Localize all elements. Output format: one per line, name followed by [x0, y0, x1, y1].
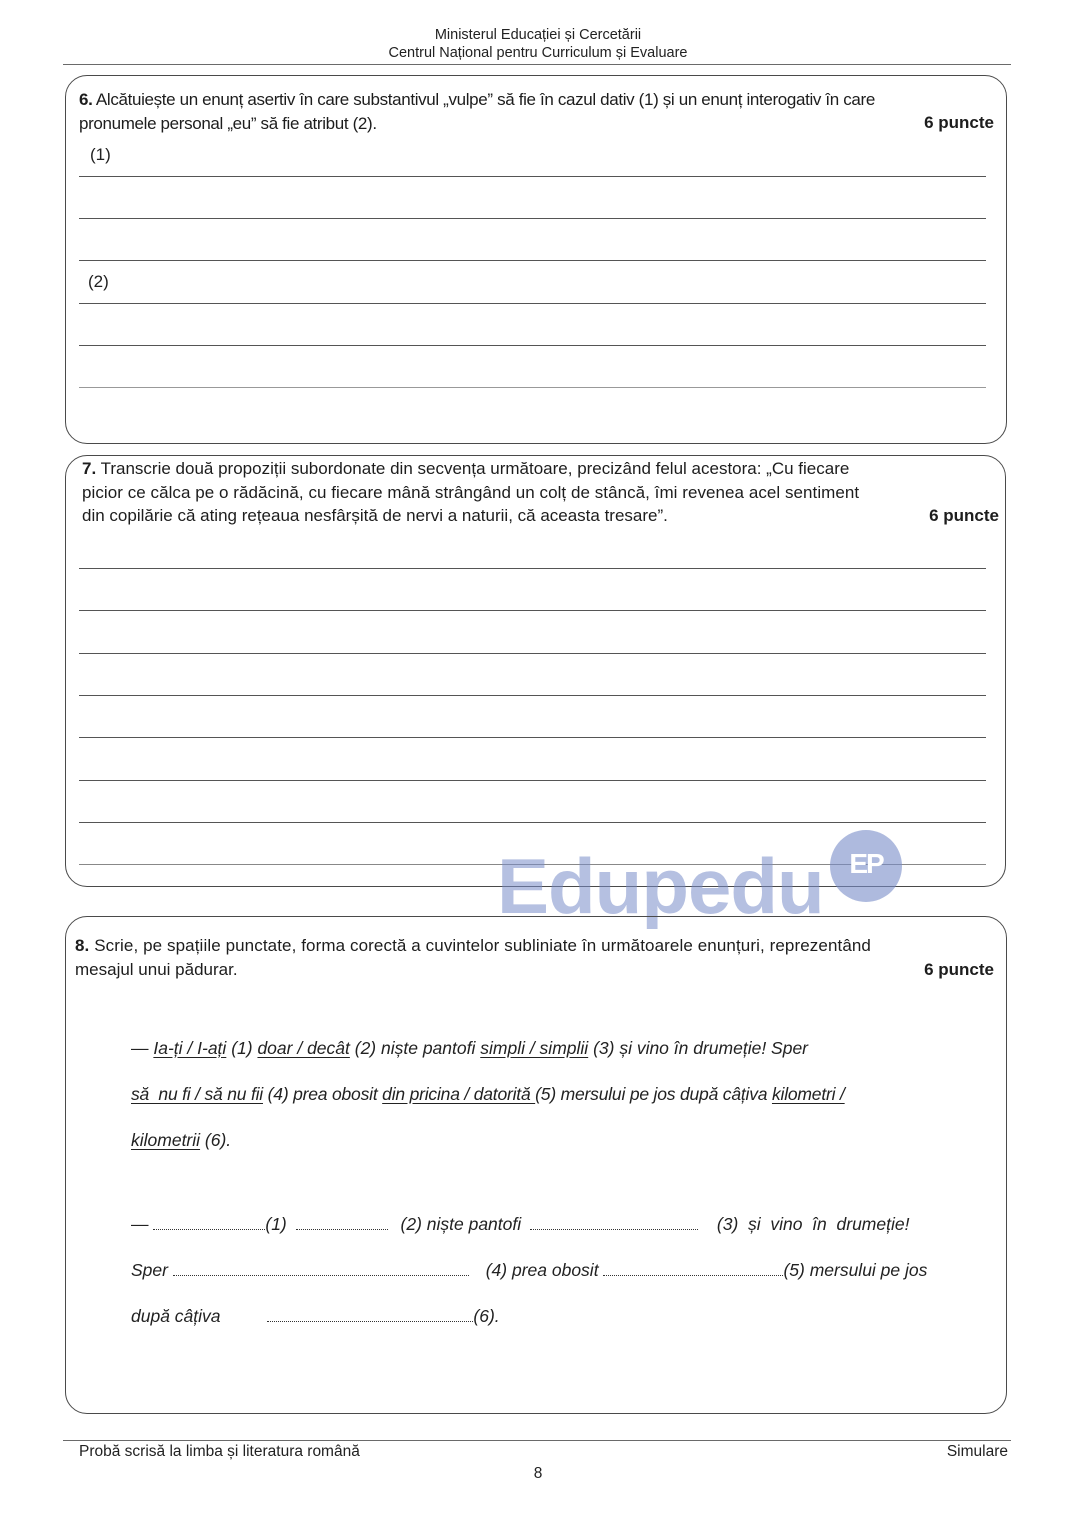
underlined-option-6b: kilometrii — [131, 1130, 201, 1150]
answer-word-sper: Sper — [131, 1260, 168, 1280]
question-7-prompt — [82, 457, 999, 528]
question-8-points: 6 puncte — [924, 960, 994, 979]
question-8-prompt — [75, 934, 999, 981]
marker-6: (6). — [204, 1130, 232, 1150]
marker-4: (4) prea obosit — [267, 1084, 378, 1104]
q8-prompt-line-3 — [131, 1128, 971, 1152]
question-7-text-line1: Transcrie două propoziții subordonate din secvența următoare, precizând felul acestora: „Cu fiecare — [100, 459, 850, 478]
q8-answer-line-1 — [131, 1212, 971, 1236]
page-number: 8 — [533, 1465, 543, 1482]
marker-1: (1) — [231, 1038, 253, 1058]
answer-line[interactable] — [79, 387, 986, 388]
blank-marker-1: (1) — [265, 1214, 287, 1234]
header-rule — [63, 64, 1011, 65]
marker-3: (3) și vino în drumeție! Sper — [593, 1038, 809, 1058]
underlined-option-5: din pricina / datorită — [382, 1084, 536, 1104]
answer-blank-1[interactable] — [153, 1215, 265, 1230]
blank-marker-4: (4) prea obosit — [485, 1260, 599, 1280]
dash: — — [131, 1038, 149, 1058]
answer-line[interactable] — [79, 218, 986, 219]
dash: — — [131, 1214, 149, 1234]
answer-line[interactable] — [79, 864, 986, 865]
question-6-points: 6 puncte — [924, 113, 994, 132]
footer-rule — [63, 1440, 1011, 1441]
answer-blank-5[interactable] — [603, 1261, 783, 1276]
question-6-label-2: (2) — [88, 272, 109, 291]
q8-prompt-line-1 — [131, 1036, 971, 1060]
answer-line[interactable] — [79, 780, 986, 781]
watermark-text: Edupedu — [497, 842, 824, 930]
underlined-option-1: Ia-ți / I-ați — [153, 1038, 227, 1058]
question-7-number: 7. — [82, 459, 97, 478]
underlined-option-3: simpli / simplii — [480, 1038, 589, 1058]
blank-marker-3: (3) și vino în drumeție! — [716, 1214, 910, 1234]
question-6-number: 6. — [79, 90, 93, 109]
question-8-box — [65, 916, 1007, 1414]
question-7-text-line2: picior ce călca pe o rădăcină, cu fiecare mână strângând un colț de stâncă, îmi revenea acel sentiment — [82, 482, 860, 502]
answer-blank-4[interactable] — [173, 1261, 469, 1276]
question-6-text-line1: Alcătuiește un enunț asertiv în care substantivul „vulpe” să fie în cazul dativ (1) și un enunț interogativ în care — [95, 90, 875, 109]
q8-answer-line-2 — [131, 1258, 971, 1282]
answer-blank-3[interactable] — [530, 1215, 698, 1230]
blank-marker-5: (5) mersului pe jos — [783, 1260, 928, 1280]
answer-line[interactable] — [79, 822, 986, 823]
header-ministry: Ministerul Educației și Cercetării — [434, 27, 642, 43]
page-header — [0, 26, 1076, 62]
header-center: Centrul Național pentru Curriculum și Evaluare — [388, 45, 688, 61]
footer-exam-title: Probă scrisă la limba și literatura română — [79, 1443, 360, 1460]
question-7-points: 6 puncte — [929, 506, 999, 525]
q8-prompt-line-2 — [131, 1082, 971, 1106]
question-8-number: 8. — [75, 936, 90, 955]
question-8-text-line2: mesajul unui pădurar. — [75, 959, 238, 979]
blank-marker-6: (6). — [473, 1306, 500, 1326]
footer-exam-type: Simulare — [946, 1443, 1008, 1460]
answer-line[interactable] — [79, 176, 986, 177]
underlined-option-2: doar / decât — [257, 1038, 350, 1058]
answer-line[interactable] — [79, 260, 986, 261]
answer-blank-2[interactable] — [296, 1215, 388, 1230]
watermark-logo-text: EP — [849, 848, 883, 879]
question-8-text-line1: Scrie, pe spațiile punctate, forma corectă a cuvintelor subliniate în următoarele enunțuri, reprezentând — [94, 936, 871, 955]
answer-line[interactable] — [79, 345, 986, 346]
marker-2: (2) niște pantofi — [354, 1038, 476, 1058]
answer-line[interactable] — [79, 737, 986, 738]
blank-marker-2: (2) niște pantofi — [400, 1214, 522, 1234]
underlined-option-4: să nu fi / să nu fii — [131, 1084, 263, 1104]
question-7-text-line3: din copilărie că ating rețeaua nesfârșită de nervi a naturii, că aceasta tresare”. — [82, 506, 668, 525]
q8-answer-line-3 — [131, 1304, 971, 1328]
answer-line[interactable] — [79, 303, 986, 304]
answer-words-dupa-cativa: după câțiva — [131, 1306, 221, 1326]
marker-5: (5) mersului pe jos după câțiva — [535, 1084, 768, 1104]
question-6-label-1: (1) — [90, 145, 111, 164]
question-6-text-line2: pronumele personal „eu” să fie atribut (2). — [79, 113, 377, 133]
underlined-option-6a: kilometri / — [771, 1084, 845, 1104]
answer-line[interactable] — [79, 568, 986, 569]
answer-line[interactable] — [79, 653, 986, 654]
answer-line[interactable] — [79, 695, 986, 696]
question-6-prompt — [79, 88, 997, 135]
answer-line[interactable] — [79, 610, 986, 611]
answer-blank-6[interactable] — [267, 1307, 473, 1322]
